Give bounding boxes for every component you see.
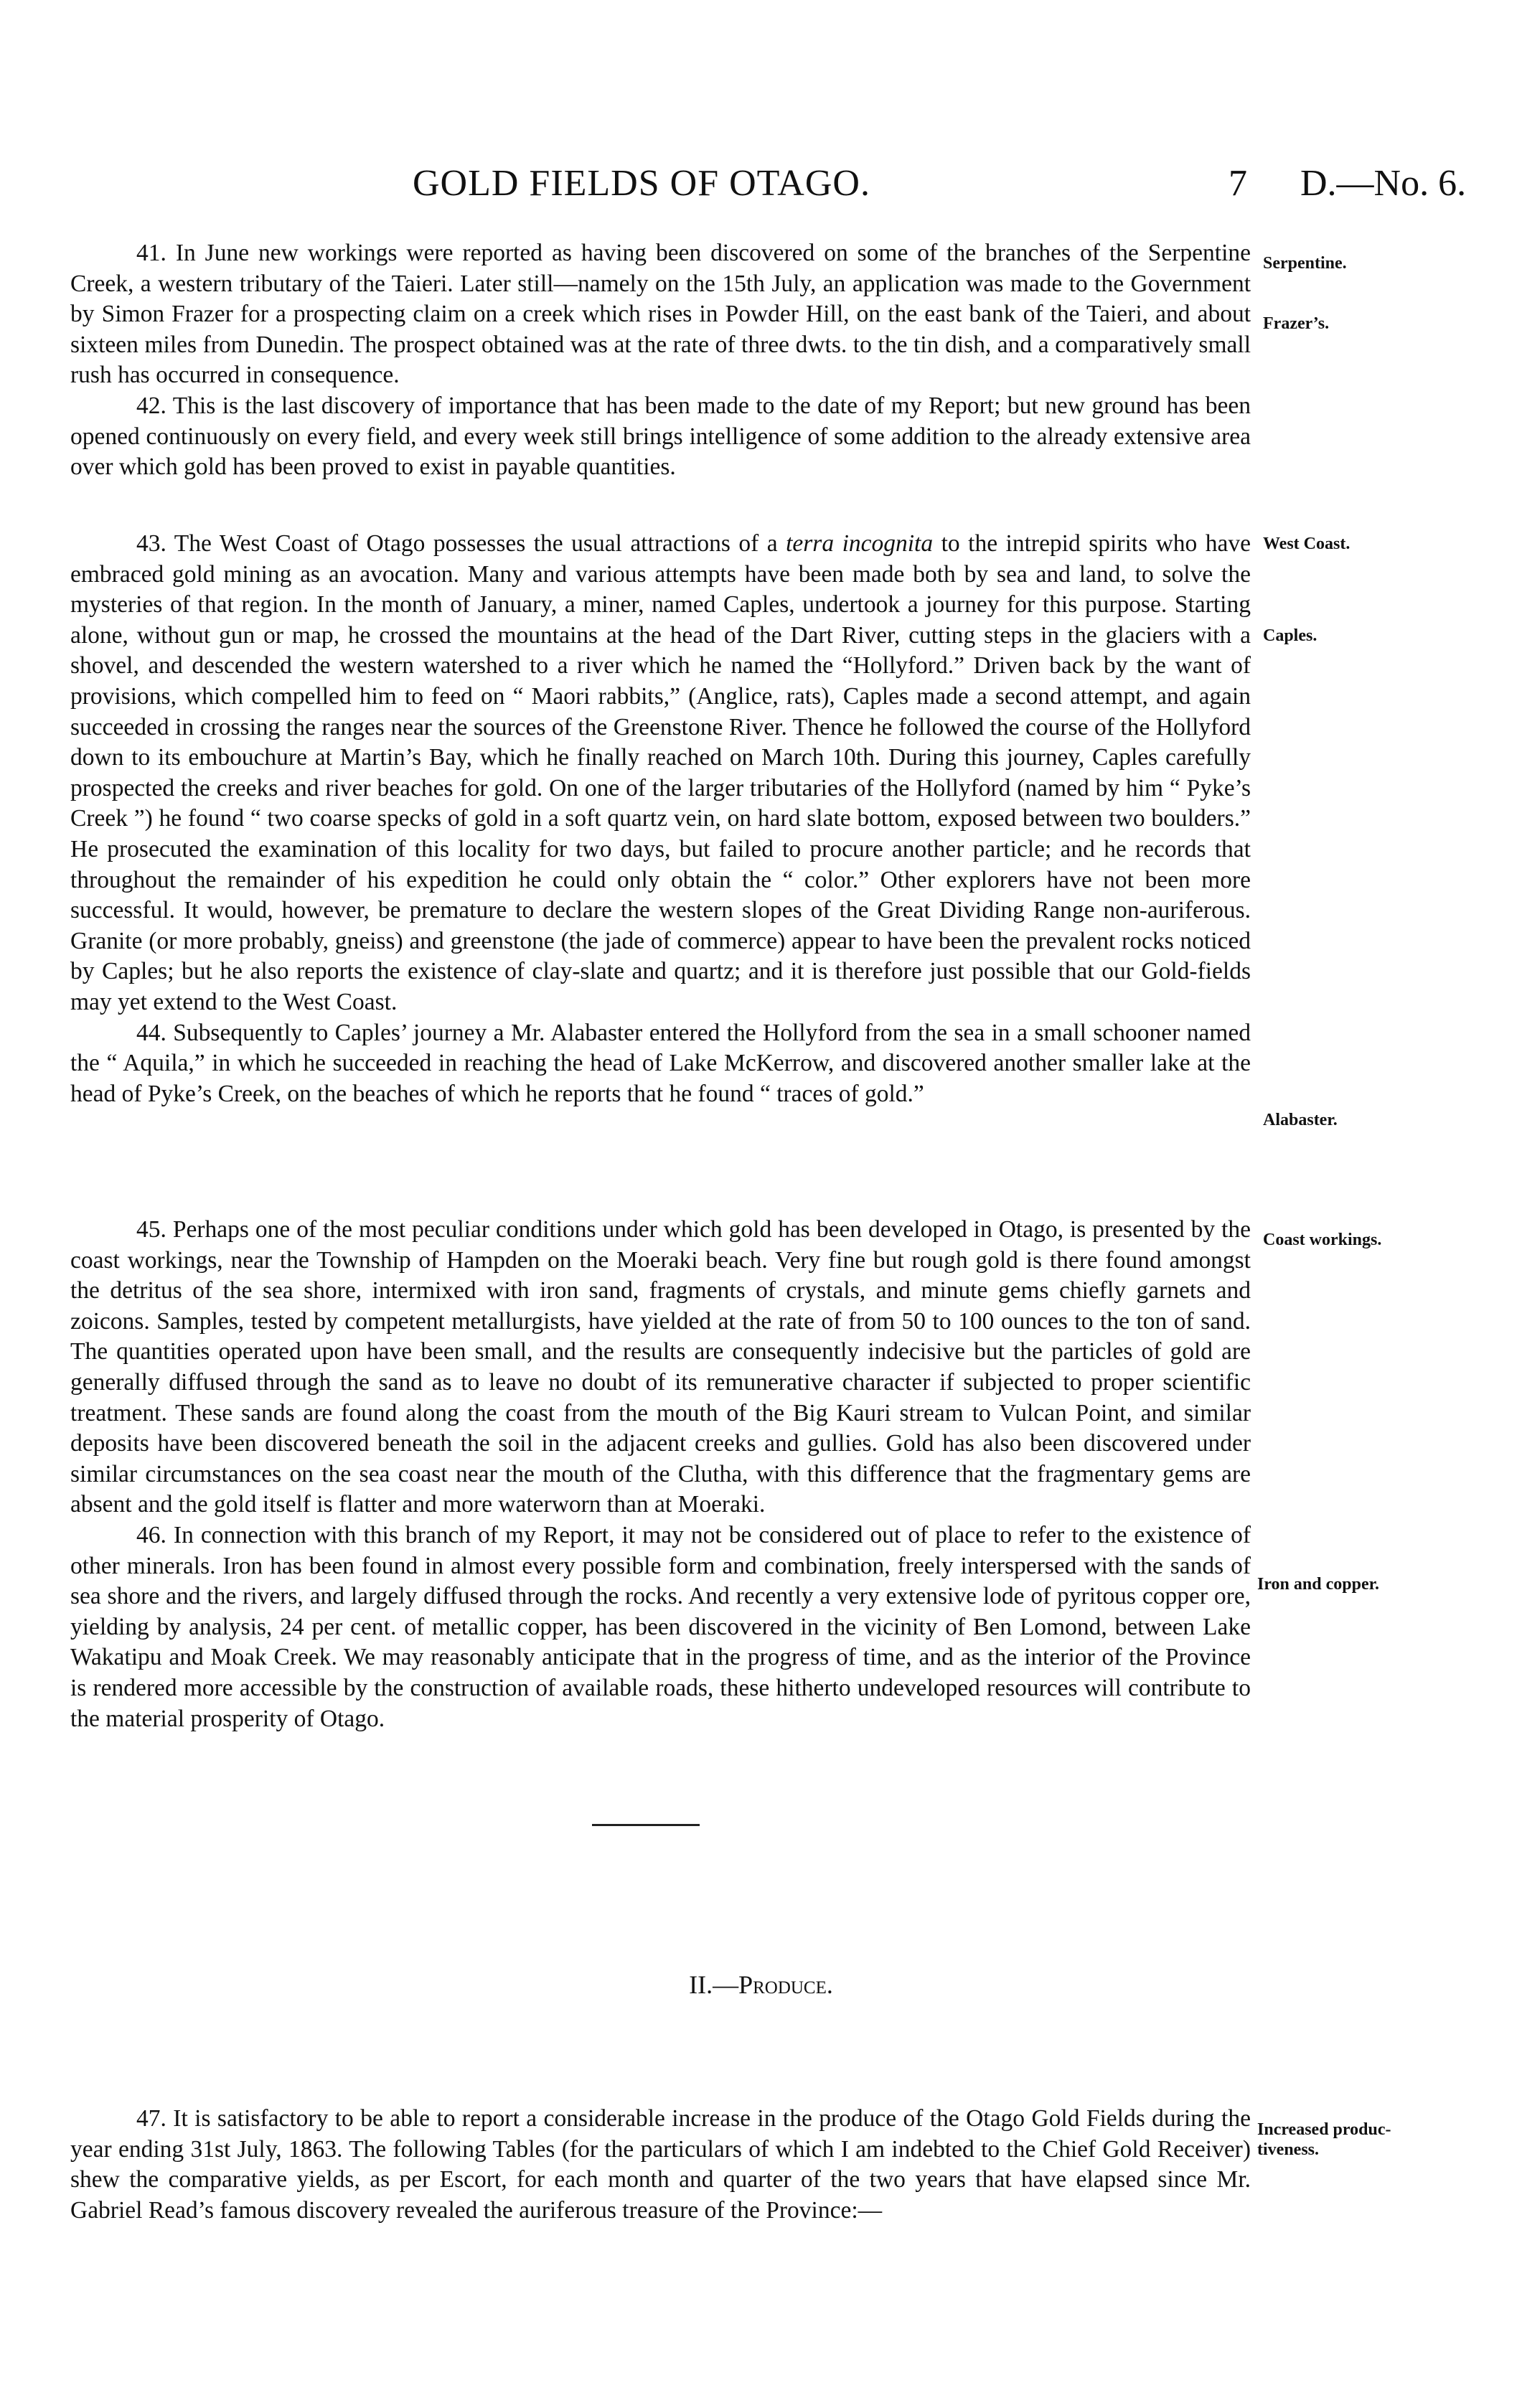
paragraph-44: 44. Subsequently to Caples’ journey a Mr. Alabaster entered the Hollyford from the sea in a small schooner named the “ Aquila,” in which he succeeded in reaching the head of Lake McKerrow, and discovered another smaller lake at the head of Pyke’s Creek, on the beaches of which he reports that he found “ traces of gold.” (70, 1019, 1251, 1107)
sidenote-coast-workings: Coast workings. (1263, 1231, 1382, 1249)
section-heading-produce (0, 1970, 1522, 2000)
paragraph-group-41-42 (70, 238, 1251, 483)
paragraph-45: 45. Perhaps one of the most peculiar conditions under which gold has been developed in Otago, is presented by the coast workings, near the Township of Hampden on the Moeraki beach. Very fine but rough gold is there found amongst the detritus of the sea shore, intermixed with iron sand, fragments of crystals, and minute gems chiefly garnets and zoicons. Samples, tested by competent metallurgists, have yielded at the rate of from 50 to 100 ounces to the ton of sand. The quantities operated upon have been small, and the results are consequently indecisive but the particles of gold are generally diffused through the sand as to leave no doubt of its remunerative character if subjected to proper scientific treatment. These sands are found along the coast from the mouth of the Big Kauri stream to Vulcan Point, and similar deposits have been discovered beneath the soil in the adjacent creeks and gullies. Gold has also been discovered under similar circumstances on the sea coast near the mouth of the Clutha, with this difference that the fragmentary gems are absent and the gold itself is flatter and more waterworn than at Moeraki. (70, 1216, 1251, 1518)
paragraph-43-italic: terra incognita (786, 530, 934, 557)
paragraph-43-start: 43. The West Coast of Otago possesses the usual attractions of a (136, 530, 786, 557)
paragraph-group-47 (70, 2104, 1251, 2226)
paragraph-43 (70, 529, 1251, 1018)
sidenote-caples: Caples. (1263, 626, 1317, 645)
paragraph-46: 46. In connection with this branch of my Report, it may not be considered out of place to refer to the existence of other minerals. Iron has been found in almost every possible form and combination, freely interspersed with the sands of sea shore and the rivers, and largely diffused through the rocks. And recently a very extensive lode of pyritous copper ore, yielding by analysis, 24 per cent. of metallic copper, has been discovered in the vicinity of Ben Lomond, between Lake Wakatipu and Moak Creek. We may reasonably anticipate that in the progress of time, and as the interior of the Province is rendered more accessible by the construction of available roads, these hitherto undeveloped resources will contribute to the material prosperity of Otago. (70, 1521, 1251, 1732)
sidenote-frazers: Frazer’s. (1263, 314, 1330, 333)
paragraph-43-end: to the intrepid spirits who have embraced gold mining as an avocation. Many and various attempts have been made both by sea and land, to solve the mysteries of that region. In the month of January, a miner, named Caples, undertook a journey for this purpose. Starting alone, without gun or map, he crossed the mountains at the head of the Dart River, cutting steps in the glaciers with a shovel, and descended the western watershed to a river which he named the “Hollyford.” Driven back by the want of provisions, which compelled him to feed on “ Maori rabbits,” (Anglice, rats), Caples made a second attempt, and again succeeded in crossing the ranges near the sources of the Greenstone River. Thence he followed the course of the Hollyford down to its embouchure at Martin’s Bay, which he finally reached on March 10th. During this journey, Caples carefully prospected the creeks and river beaches for gold. On one of the larger tributaries of the Hollyford (named by him “ Pyke’s Creek ”) he found “ two coarse specks of gold in a soft quartz vein, on hard slate bottom, exposed between two boulders.” He prosecuted the examination of this locality for two days, but failed to procure another particle; and he records that throughout the remainder of his expedition he could only obtain the “ color.” Other explorers have not been more successful. It would, however, be premature to declare the western slopes of the Great Dividing Range non-auriferous. Granite (or more probably, gneiss) and greenstone (the jade of commerce) appear to have been the prevalent rocks noticed by Caples; but he also reports the existence of clay-slate and quartz; and it is therefore just possible that our Gold-fields may yet extend to the West Coast. (70, 530, 1251, 1015)
paragraph-47: 47. It is satisfactory to be able to report a considerable increase in the produce of the Otago Gold Fields during the year ending 31st July, 1863. The following Tables (for the particulars of which I am indebted to the Chief Gold Receiver) shew the comparative yields, as per Escort, for each month and quarter of the two years that have elapsed since Mr. Gabriel Read’s famous discovery revealed the auriferous treasure of the Province:— (70, 2105, 1251, 2224)
sidenote-alabaster: Alabaster. (1263, 1111, 1338, 1129)
page-title: GOLD FIELDS OF OTAGO. (413, 163, 870, 204)
paragraph-41: 41. In June new workings were reported as having been discovered on some of the branches of the Serpentine Creek, a western tributary of the Taieri. Later still—namely on the 15th July, an application was made to the Government by Simon Frazer for a prospecting claim on a creek which rises in Powder Hill, on the east bank of the Taieri, and about sixteen miles from Dunedin. The prospect obtained was at the rate of three dwts. to the tin dish, and a comparatively small rush has occurred in consequence. (70, 240, 1251, 389)
sidenote-increased-productiveness-line2: tiveness. (1257, 2140, 1319, 2159)
document-reference: D.—No. 6. (1300, 163, 1467, 204)
sidenote-serpentine: Serpentine. (1263, 254, 1347, 273)
paragraph-group-45-46 (70, 1215, 1251, 1734)
section-numeral: II.— (689, 1970, 739, 1999)
paragraph-group-43 (70, 529, 1251, 1109)
sidenote-increased-productiveness-line1: Increased produc- (1257, 2120, 1391, 2139)
page-number: 7 (1229, 163, 1247, 204)
section-name: Produce. (738, 1970, 833, 1999)
sidenote-iron-copper: Iron and copper. (1257, 1575, 1380, 1594)
paragraph-42: 42. This is the last discovery of importance that has been made to the date of my Report; but new ground has been opened continuously on every field, and every week still brings intelligence of some addition to the already extensive area over which gold has been proved to exist in payable quantities. (70, 392, 1251, 481)
section-divider (592, 1824, 700, 1826)
sidenote-west-coast: West Coast. (1263, 535, 1350, 553)
page-header (0, 162, 1522, 212)
